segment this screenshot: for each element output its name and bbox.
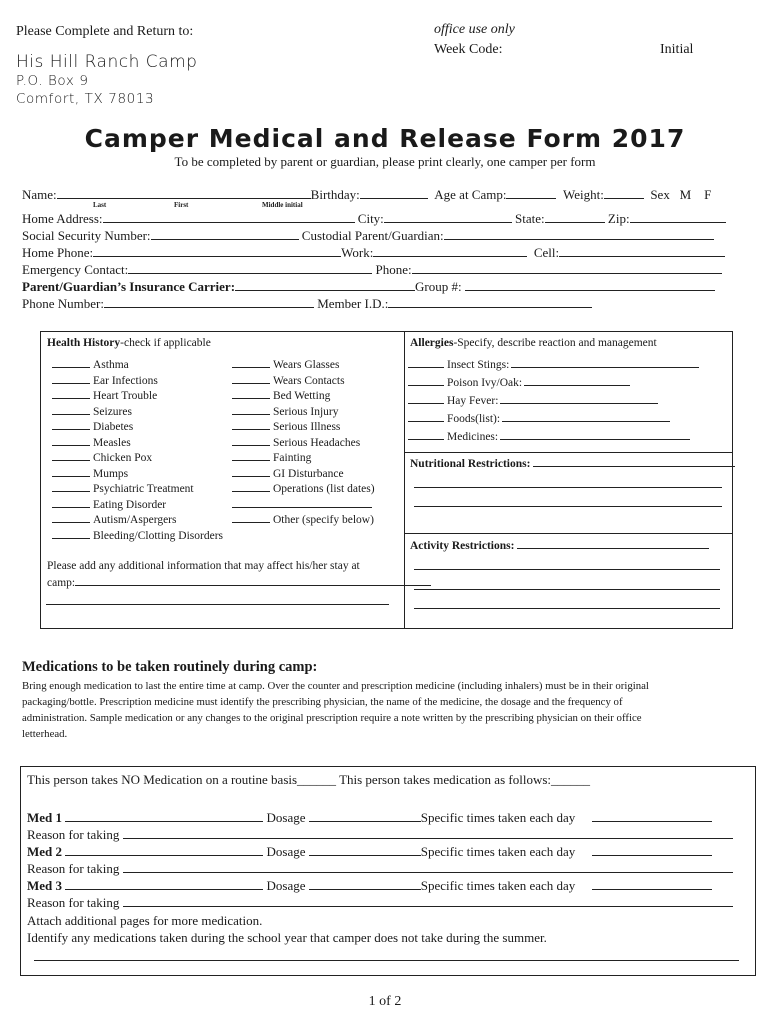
health-item-right[interactable] (232, 405, 338, 418)
phone-number-field[interactable] (104, 296, 314, 308)
health-item-right[interactable] (232, 420, 340, 433)
activity-title: Activity Restrictions: (410, 539, 709, 552)
health-item-left[interactable] (52, 358, 129, 371)
emergency-field[interactable] (128, 262, 372, 274)
page-title: Camper Medical and Release Form 2017 (84, 124, 686, 153)
health-item-label: Diabetes (93, 421, 134, 433)
medications-paragraph: Bring enough medication to last the entire time at camp. Over the counter and prescription medicine (including inhalers) must be in their original packaging/bottle. Prescription medicine must identify the prescribing physician, the name of the medicine, the dosage and the frequency of administration. Sample medication or any changes to the original prescription require a note written by the prescribing physician on their office letterhead. (22, 680, 649, 740)
page-number: 1 of 2 (368, 994, 402, 1009)
allergy-item[interactable] (408, 430, 693, 443)
check-line[interactable] (408, 358, 444, 368)
address-row (22, 211, 734, 227)
insurance-field[interactable] (235, 279, 415, 291)
nutritional-title: Nutritional Restrictions: (410, 457, 735, 470)
identify-note: Identify any medications taken during the school year that camper does not take during the summer. (27, 930, 547, 945)
emergency-phone-field[interactable] (412, 262, 722, 274)
check-line[interactable] (52, 482, 90, 492)
reason-row (27, 827, 733, 843)
group-field[interactable] (465, 279, 715, 291)
ssn-row (22, 228, 734, 244)
med-label: Med 3 (27, 878, 63, 893)
med-label: Med 2 (27, 844, 63, 859)
check-line[interactable] (408, 412, 444, 422)
insurance-label: Parent/Guardian’s Insurance Carrier: (22, 279, 236, 294)
health-item-right[interactable] (232, 498, 375, 511)
zip-field[interactable] (630, 211, 726, 223)
check-line[interactable] (52, 389, 90, 399)
phone-number-label: Phone Number: (22, 296, 104, 311)
weight-label: Weight: (562, 187, 604, 202)
med-row (27, 844, 712, 860)
health-item-label: Autism/Aspergers (93, 514, 177, 526)
write-in-line[interactable] (232, 498, 372, 508)
times-label: Specific times taken each day (420, 878, 576, 893)
health-item-left[interactable] (52, 420, 133, 433)
allergy-item[interactable] (408, 394, 661, 407)
health-item-left[interactable] (52, 467, 128, 480)
check-line[interactable] (52, 436, 90, 446)
dosage-label: Dosage (266, 878, 306, 893)
sex-f-option[interactable]: F (704, 187, 712, 202)
health-item-label: Serious Injury (273, 405, 339, 418)
cell-field[interactable] (559, 245, 725, 257)
attach-note: Attach additional pages for more medication. (27, 913, 263, 928)
health-item-label: Heart Trouble (93, 390, 158, 402)
health-item-label: Measles (93, 436, 131, 449)
allergy-item[interactable] (408, 412, 673, 425)
allergy-label: Hay Fever: (447, 395, 499, 407)
page-subtitle: To be completed by parent or guardian, please print clearly, one camper per form (174, 154, 596, 169)
health-item-label: Wears Glasses (273, 359, 340, 371)
health-item-right[interactable] (232, 467, 344, 480)
check-line[interactable] (52, 451, 90, 461)
nutritional-field[interactable] (533, 457, 735, 467)
med-row (27, 878, 712, 894)
reason-label: Reason for taking (27, 895, 120, 910)
health-item-right[interactable] (232, 436, 360, 449)
zip-label: Zip: (607, 211, 630, 226)
work-label: Work: (341, 245, 374, 260)
allergy-field[interactable] (500, 430, 690, 440)
check-line[interactable] (408, 376, 444, 386)
check-line[interactable] (232, 358, 270, 368)
dosage-field[interactable] (309, 810, 421, 822)
insurance-row (22, 279, 734, 295)
check-line[interactable] (52, 467, 90, 477)
check-line[interactable] (408, 394, 444, 404)
check-line[interactable] (232, 451, 270, 461)
nutritional-field-3[interactable] (414, 506, 722, 507)
initial-label: Initial (660, 42, 694, 57)
activity-field-3[interactable] (414, 589, 720, 590)
custodial-field[interactable] (444, 228, 714, 240)
state-field[interactable] (545, 211, 605, 223)
check-line[interactable] (232, 482, 270, 492)
city-field[interactable] (384, 211, 512, 223)
reason-field[interactable] (123, 895, 733, 907)
identify-field[interactable] (34, 960, 739, 961)
health-item-right[interactable] (232, 374, 345, 387)
custodial-label: Custodial Parent/Guardian: (301, 228, 444, 243)
allergy-label: Poison Ivy/Oak: (447, 377, 523, 389)
reason-field[interactable] (123, 861, 733, 873)
health-note-line2: camp: (47, 576, 431, 589)
health-item-left[interactable] (52, 451, 152, 464)
last-sublabel: Last (93, 201, 107, 209)
health-history-title: Health History-check if applicable (47, 337, 211, 349)
medications-heading: Medications to be taken routinely during camp: (22, 659, 318, 675)
health-item-left[interactable] (52, 498, 166, 511)
dosage-field[interactable] (309, 844, 421, 856)
times-field[interactable] (592, 878, 712, 890)
health-item-left[interactable] (52, 513, 176, 526)
reason-label: Reason for taking (27, 827, 120, 842)
check-line[interactable] (52, 498, 90, 508)
check-line[interactable] (52, 405, 90, 415)
health-note-field-2[interactable] (46, 604, 389, 605)
allergies-title: Allergies-Specify, describe reaction and management (410, 337, 657, 349)
home-phone-label: Home Phone: (22, 245, 94, 260)
allergy-field[interactable] (511, 358, 699, 368)
allergy-label: Insect Stings: (447, 359, 510, 371)
health-item-label: Bed Wetting (273, 390, 331, 402)
activity-field[interactable] (517, 539, 709, 549)
age-field[interactable] (506, 187, 556, 199)
health-item-label: Other (specify below) (273, 514, 374, 526)
check-line[interactable] (232, 436, 270, 446)
check-line[interactable] (52, 374, 90, 384)
nutritional-divider (404, 452, 732, 453)
check-line[interactable] (232, 467, 270, 477)
health-item-label: Mumps (93, 467, 129, 480)
home-phone-field[interactable] (93, 245, 341, 257)
group-label: Group #: (415, 279, 462, 294)
state-label: State: (515, 211, 545, 226)
name-field[interactable] (57, 187, 311, 199)
health-item-left[interactable] (52, 389, 157, 402)
health-item-left[interactable] (52, 436, 131, 449)
health-item-label: Serious Headaches (273, 436, 361, 449)
check-line[interactable] (232, 405, 270, 415)
return-label: Please Complete and Return to: (16, 24, 194, 39)
city-label: City: (357, 211, 384, 226)
check-line[interactable] (52, 420, 90, 430)
sex-label: Sex (650, 187, 670, 202)
nutritional-field-2[interactable] (414, 487, 722, 488)
check-line[interactable] (232, 389, 270, 399)
activity-field-2[interactable] (414, 569, 720, 570)
member-id-label: Member I.D.: (317, 296, 389, 311)
health-item-label: Bleeding/Clotting Disorders (93, 529, 224, 542)
allergy-field[interactable] (500, 394, 658, 404)
health-item-label: Asthma (93, 359, 129, 371)
weight-field[interactable] (604, 187, 644, 199)
name-label: Name: (22, 187, 57, 202)
emergency-label: Emergency Contact: (22, 262, 129, 277)
health-item-left[interactable] (52, 529, 223, 542)
member-id-field[interactable] (388, 296, 592, 308)
dosage-field[interactable] (309, 878, 421, 890)
reason-field[interactable] (123, 827, 733, 839)
org-name: His Hill Ranch Camp (16, 52, 198, 72)
birthday-field[interactable] (360, 187, 428, 199)
allergy-field[interactable] (524, 376, 630, 386)
activity-divider (404, 533, 732, 534)
health-item-label: Eating Disorder (93, 498, 167, 511)
reason-row (27, 861, 733, 877)
med-name-field[interactable] (65, 878, 263, 890)
name-row (22, 187, 734, 203)
health-item-label: GI Disturbance (273, 467, 344, 480)
allergy-label: Medicines: (447, 431, 499, 443)
check-line[interactable] (52, 358, 90, 368)
phone-row (22, 245, 734, 261)
home-address-label: Home Address: (22, 211, 103, 226)
allergy-field[interactable] (502, 412, 670, 422)
times-field[interactable] (592, 844, 712, 856)
health-item-right[interactable] (232, 358, 339, 371)
health-note-line1: Please add any additional information that may affect his/her stay at (47, 560, 360, 572)
health-item-label: Fainting (273, 452, 312, 464)
middle-sublabel: Middle initial (262, 201, 303, 209)
health-item-left[interactable] (52, 405, 132, 418)
ssn-field[interactable] (151, 228, 299, 240)
health-item-left[interactable] (52, 482, 194, 495)
health-item-label: Psychiatric Treatment (93, 483, 194, 495)
first-sublabel: First (174, 201, 189, 209)
med-name-field[interactable] (65, 844, 263, 856)
check-line[interactable] (408, 430, 444, 440)
med-label: Med 1 (27, 810, 63, 825)
health-item-left[interactable] (52, 374, 158, 387)
check-line[interactable] (52, 513, 90, 523)
times-label: Specific times taken each day (420, 810, 576, 825)
health-item-right[interactable] (232, 513, 374, 526)
age-label: Age at Camp: (434, 187, 507, 202)
dosage-label: Dosage (266, 844, 306, 859)
health-item-label: Wears Contacts (273, 374, 345, 387)
health-item-right[interactable] (232, 451, 311, 464)
check-line[interactable] (232, 374, 270, 384)
health-item-right[interactable] (232, 389, 330, 402)
check-line[interactable] (232, 513, 270, 523)
office-use-label: office use only (434, 22, 515, 37)
allergy-label: Foods(list): (447, 413, 501, 425)
emergency-phone-label: Phone: (375, 262, 412, 277)
health-item-label: Ear Infections (93, 374, 158, 387)
times-label: Specific times taken each day (420, 844, 576, 859)
health-note-field[interactable] (75, 576, 431, 586)
no-medication-line[interactable]: This person takes NO Medication on a routine basis______ This person takes medication as follows:______ (27, 772, 590, 787)
allergy-item[interactable] (408, 376, 633, 389)
po-box: P.O. Box 9 (16, 73, 89, 89)
emergency-row (22, 262, 734, 278)
birthday-label: Birthday: (310, 187, 360, 202)
med-name-field[interactable] (65, 810, 263, 822)
med-row (27, 810, 712, 826)
member-row (22, 296, 734, 312)
allergy-item[interactable] (408, 358, 702, 371)
reason-row (27, 895, 733, 911)
work-field[interactable] (373, 245, 527, 257)
health-item-label: Chicken Pox (93, 452, 153, 464)
dosage-label: Dosage (266, 810, 306, 825)
ssn-label: Social Security Number: (22, 228, 151, 243)
times-field[interactable] (592, 810, 712, 822)
health-item-label: Serious Illness (273, 421, 341, 433)
activity-field-4[interactable] (414, 608, 720, 609)
week-code-label: Week Code: (434, 42, 503, 57)
cell-label: Cell: (533, 245, 560, 260)
city-state-zip: Comfort, TX 78013 (16, 91, 155, 107)
health-item-label: Seizures (93, 405, 132, 418)
sex-m-option[interactable]: M (679, 187, 692, 202)
check-line[interactable] (52, 529, 90, 539)
home-address-field[interactable] (103, 211, 355, 223)
health-item-right[interactable] (232, 482, 375, 495)
health-item-label: Operations (list dates) (273, 483, 375, 495)
reason-label: Reason for taking (27, 861, 120, 876)
check-line[interactable] (232, 420, 270, 430)
